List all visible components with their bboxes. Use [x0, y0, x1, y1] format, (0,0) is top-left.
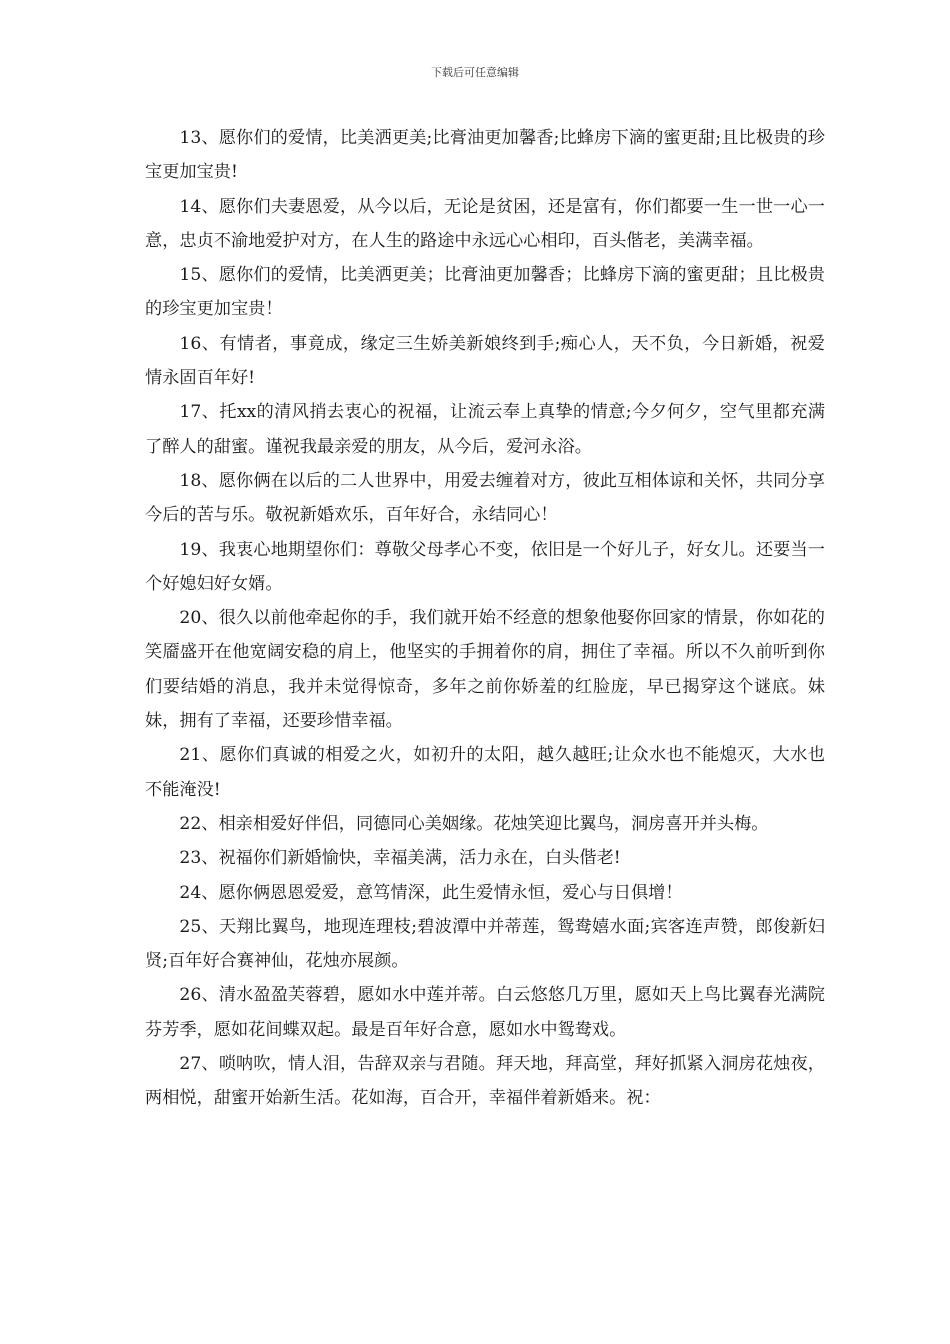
paragraph-25: 25、天翔比翼鸟，地现连理枝;碧波潭中并蒂莲，鸳鸯嬉水面;宾客连声赞，郎俊新妇贤;百年好合赛神仙，花烛亦展颜。	[145, 916, 825, 972]
document-body	[145, 121, 825, 1116]
paragraph-15: 15、愿你们的爱情，比美洒更美；比膏油更加馨香；比蜂房下滴的蜜更甜；且比极贵的珍宝更加宝贵！	[145, 265, 825, 320]
page-header: 下载后可任意编辑	[431, 66, 519, 79]
paragraph-18: 18、愿你俩在以后的二人世界中，用爱去缠着对方，彼此互相体谅和关怀，共同分享今后的苦与乐。敬祝新婚欢乐，百年好合，永结同心！	[145, 470, 825, 526]
paragraph-23: 23、祝福你们新婚愉快，幸福美满，活力永在，白头偕老!	[179, 848, 621, 869]
paragraph-26: 26、清水盈盈芙蓉碧，愿如水中莲并蒂。白云悠悠几万里，愿如天上鸟比翼春光满院芬芳季，愿如花间蝶双起。最是百年好合意，愿如水中鸳鸯戏。	[145, 985, 825, 1040]
paragraph-20: 20、很久以前他牵起你的手，我们就开始不经意的想象他娶你回家的情景，你如花的笑靥盛开在他宽阔安稳的肩上，他坚实的手拥着你的肩，拥住了幸福。所以不久前听到你们要结婚的消息，我并未觉得惊奇，多年之前你娇羞的红脸庞，早已揭穿这个谜底。妹妹，拥有了幸福，还要珍惜幸福。	[145, 608, 825, 732]
paragraph-27: 27、唢呐吹，情人泪，告辞双亲与君随。拜天地，拜高堂，拜好抓紧入洞房花烛夜，两相悦，甜蜜开始新生活。花如海，百合开，幸福伴着新婚来。祝：	[145, 1054, 825, 1109]
paragraph-14: 14、愿你们夫妻恩爱，从今以后，无论是贫困，还是富有，你们都要一生一世一心一意，忠贞不渝地爱护对方，在人生的路途中永远心心相印，百头偕老，美满幸福。	[145, 196, 825, 251]
paragraph-21: 21、愿你们真诚的相爱之火，如初升的太阳，越久越旺;让众水也不能熄灭，大水也不能淹没!	[145, 745, 825, 800]
paragraph-22: 22、相亲相爱好伴侣，同德同心美姻缘。花烛笑迎比翼鸟，洞房喜开并头梅。	[179, 813, 769, 834]
paragraph-17: 17、托xx的清风捎去衷心的祝福，让流云奉上真挚的情意;今夕何夕，空气里都充满了醉人的甜蜜。谨祝我最亲爱的朋友，从今后，爱河永浴。	[145, 402, 825, 457]
paragraph-19: 19、我衷心地期望你们：尊敬父母孝心不变，依旧是一个好儿子，好女儿。还要当一个好媳妇好女婿。	[145, 539, 825, 594]
paragraph-13: 13、愿你们的爱情，比美洒更美;比膏油更加馨香;比蜂房下滴的蜜更甜;且比极贵的珍宝更加宝贵!	[145, 128, 825, 183]
paragraph-16: 16、有情者，事竟成，缘定三生娇美新娘终到手;痴心人，天不负，今日新婚，祝爱情永固百年好!	[145, 333, 825, 389]
paragraph-24: 24、愿你俩恩恩爱爱，意笃情深，此生爱情永恒，爱心与日俱增！	[179, 882, 683, 903]
